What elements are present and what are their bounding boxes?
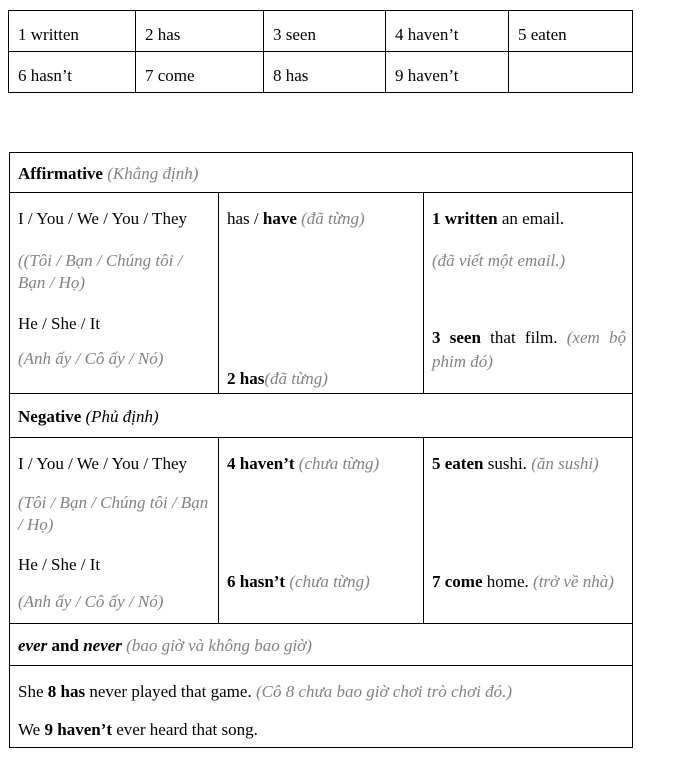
example-9-rest: ever heard that song. [112, 720, 258, 739]
example-7 [432, 571, 626, 593]
answer-cell: 3 seen [264, 11, 386, 52]
affirmative-header [10, 153, 633, 193]
affirmative-examples-cell [424, 193, 633, 394]
verb-havent-bold: 4 haven’t [227, 454, 295, 473]
grammar-table [9, 152, 633, 748]
subjects-plural-note: (Tôi / Bạn / Chúng tôi / Bạn / Họ) [18, 493, 209, 534]
verb-havent [227, 453, 417, 475]
answer-key-table [8, 10, 633, 93]
answer-cell: 9 haven’t [386, 52, 509, 93]
example-3 [432, 326, 626, 374]
example-7-note: (trở về nhà) [533, 572, 614, 591]
answer-cell [509, 52, 633, 93]
verb-has-note: (đã từng) [264, 369, 328, 388]
affirmative-title-note: (Khẳng định) [102, 163, 199, 183]
affirmative-row [10, 193, 633, 394]
negative-row [10, 438, 633, 624]
example-9-answer: 9 haven’t [44, 720, 113, 739]
negative-header [10, 394, 633, 438]
and-word: and [47, 635, 84, 655]
example-1-answer: 1 written [432, 209, 498, 228]
verb-have-pre: has / [227, 209, 263, 228]
negative-title-note: (Phủ định) [81, 406, 159, 426]
negative-subjects-cell [10, 438, 219, 624]
example-1-rest: an email. [497, 209, 565, 228]
verb-hasnt [227, 571, 417, 593]
answer-cell: 8 has [264, 52, 386, 93]
ever-word: ever [18, 635, 48, 655]
never-word: never [83, 635, 122, 655]
example-1 [432, 208, 626, 230]
example-3-answer: 3 seen [432, 328, 481, 347]
answer-key-row [9, 11, 633, 52]
subjects-singular-note: (Anh ấy / Cô ấy / Nó) [18, 349, 164, 368]
example-3-note: (xem bộ phim đó) [432, 328, 627, 371]
affirmative-title: Affirmative [18, 163, 103, 183]
negative-examples-cell [424, 438, 633, 624]
example-8-rest: never played that game. [85, 682, 256, 701]
example-5 [432, 453, 626, 475]
answer-cell: 5 eaten [509, 11, 633, 52]
answer-cell: 7 come [136, 52, 264, 93]
verb-have [227, 208, 417, 230]
example-1-note: (đã viết một email.) [432, 251, 566, 270]
example-3-rest: that film. [480, 328, 567, 347]
subjects-singular: He / She / It [18, 555, 101, 574]
answer-cell: 6 hasn’t [9, 52, 136, 93]
negative-verbs-cell [219, 438, 424, 624]
subjects-singular: He / She / It [18, 314, 101, 333]
example-8 [18, 681, 626, 703]
ever-never-examples-cell [10, 666, 633, 748]
example-5-note: (ăn sushi) [531, 454, 599, 473]
verb-has-bold: 2 has [227, 369, 265, 388]
answer-cell: 1 written [9, 11, 136, 52]
example-9-pre: We [18, 720, 45, 739]
subjects-plural: I / You / We / You / They [18, 454, 187, 473]
answer-cell: 2 has [136, 11, 264, 52]
verb-hasnt-note: (chưa từng) [285, 572, 370, 591]
subjects-plural: I / You / We / You / They [18, 209, 187, 228]
ever-never-header [10, 624, 633, 666]
negative-title: Negative [18, 406, 82, 426]
example-5-answer: 5 eaten [432, 454, 484, 473]
example-9 [18, 719, 626, 741]
example-8-answer: 8 has [47, 682, 86, 701]
example-8-note: (Cô 8 chưa bao giờ chơi trò chơi đó.) [255, 682, 512, 701]
verb-havent-note: (chưa từng) [294, 454, 380, 473]
example-7-rest: home. [482, 572, 534, 591]
answer-key-row [9, 52, 633, 93]
example-5-rest: sushi. [483, 454, 532, 473]
affirmative-subjects-cell [10, 193, 219, 394]
verb-has [227, 368, 417, 390]
ever-never-note: (bao giờ và không bao giờ) [121, 635, 312, 655]
verb-hasnt-bold: 6 hasn’t [227, 572, 286, 591]
subjects-plural-note: ((Tôi / Bạn / Chúng tôi / Bạn / Họ) [18, 251, 183, 292]
subjects-singular-note: (Anh ấy / Cô ấy / Nó) [18, 592, 164, 611]
example-7-answer: 7 come [432, 572, 483, 591]
affirmative-verbs-cell [219, 193, 424, 394]
verb-have-note: (đã từng) [296, 209, 365, 228]
answer-cell: 4 haven’t [386, 11, 509, 52]
example-8-pre: She [18, 682, 48, 701]
verb-have-bold: have [262, 209, 297, 228]
